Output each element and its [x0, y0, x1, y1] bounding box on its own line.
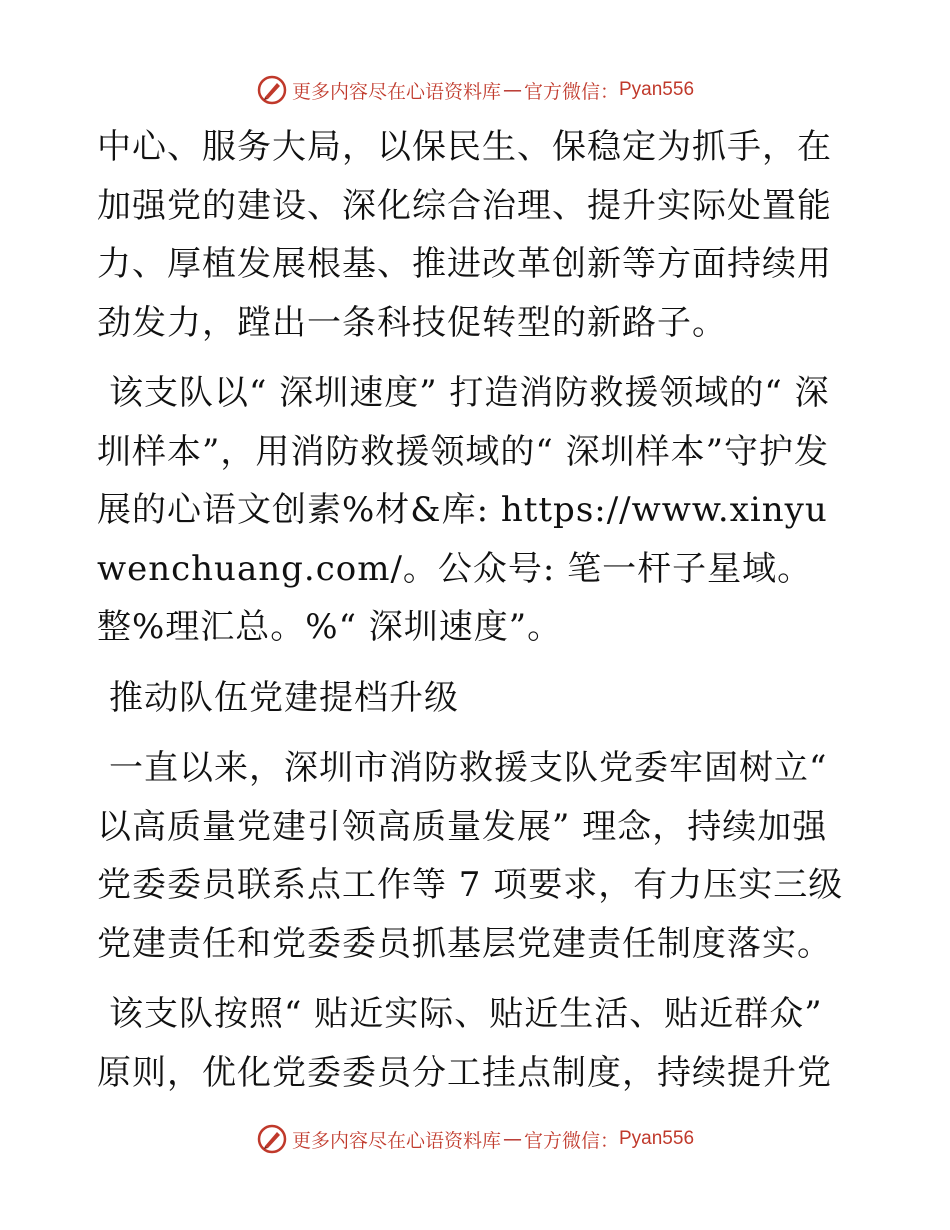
watermark-wechat-label: 官方微信：: [523, 80, 619, 103]
watermark-site-text: 更多内容尽在心语资料库: [291, 1129, 501, 1152]
paragraph-1: 中心、服务大局，以保民生、保稳定为抓手，在加强党的建设、深化综合治理、提升实际处置能力、厚植发展根基、推进改革创新等方面持续用劲发力，蹚出一条科技促转型的新路子。: [97, 127, 832, 343]
watermark-separator: —: [502, 1128, 522, 1150]
footer-watermark: [0, 1121, 950, 1157]
pen-logo-icon: [256, 1123, 288, 1155]
section-heading: 推动队伍党建提档升级: [109, 677, 459, 718]
watermark-site-text: 更多内容尽在心语资料库: [291, 80, 501, 103]
pen-logo-icon: [256, 74, 288, 106]
watermark-wechat-id: Pyan556: [619, 1128, 695, 1149]
document-body: [97, 118, 857, 1114]
paragraph-4: 该支队按照“ 贴近实际、贴近生活、贴近群众” 原则，优化党委委员分工挂点制度，持续提升党: [97, 994, 832, 1093]
watermark-wechat-label: 官方微信：: [523, 1129, 619, 1152]
watermark-wechat-id: Pyan556: [619, 79, 695, 100]
watermark-separator: —: [502, 79, 522, 101]
paragraph-2: 该支队以“ 深圳速度” 打造消防救援领域的“ 深圳样本”，用消防救援领域的“ 深圳样本”守护发展的心语文创素%材&库: https://www.xinyuwenchuang.com/。公众号: 笔一杆子星域。整%理汇总。%“ 深圳速度”。: [97, 373, 830, 647]
paragraph-3: 一直以来，深圳市消防救援支队党委牢固树立“ 以高质量党建引领高质量发展” 理念，持续加强党委委员联系点工作等 7 项要求，有力压实三级党建责任和党委委员抓基层党建责任制度落实。: [97, 748, 844, 964]
header-watermark: [0, 72, 950, 108]
